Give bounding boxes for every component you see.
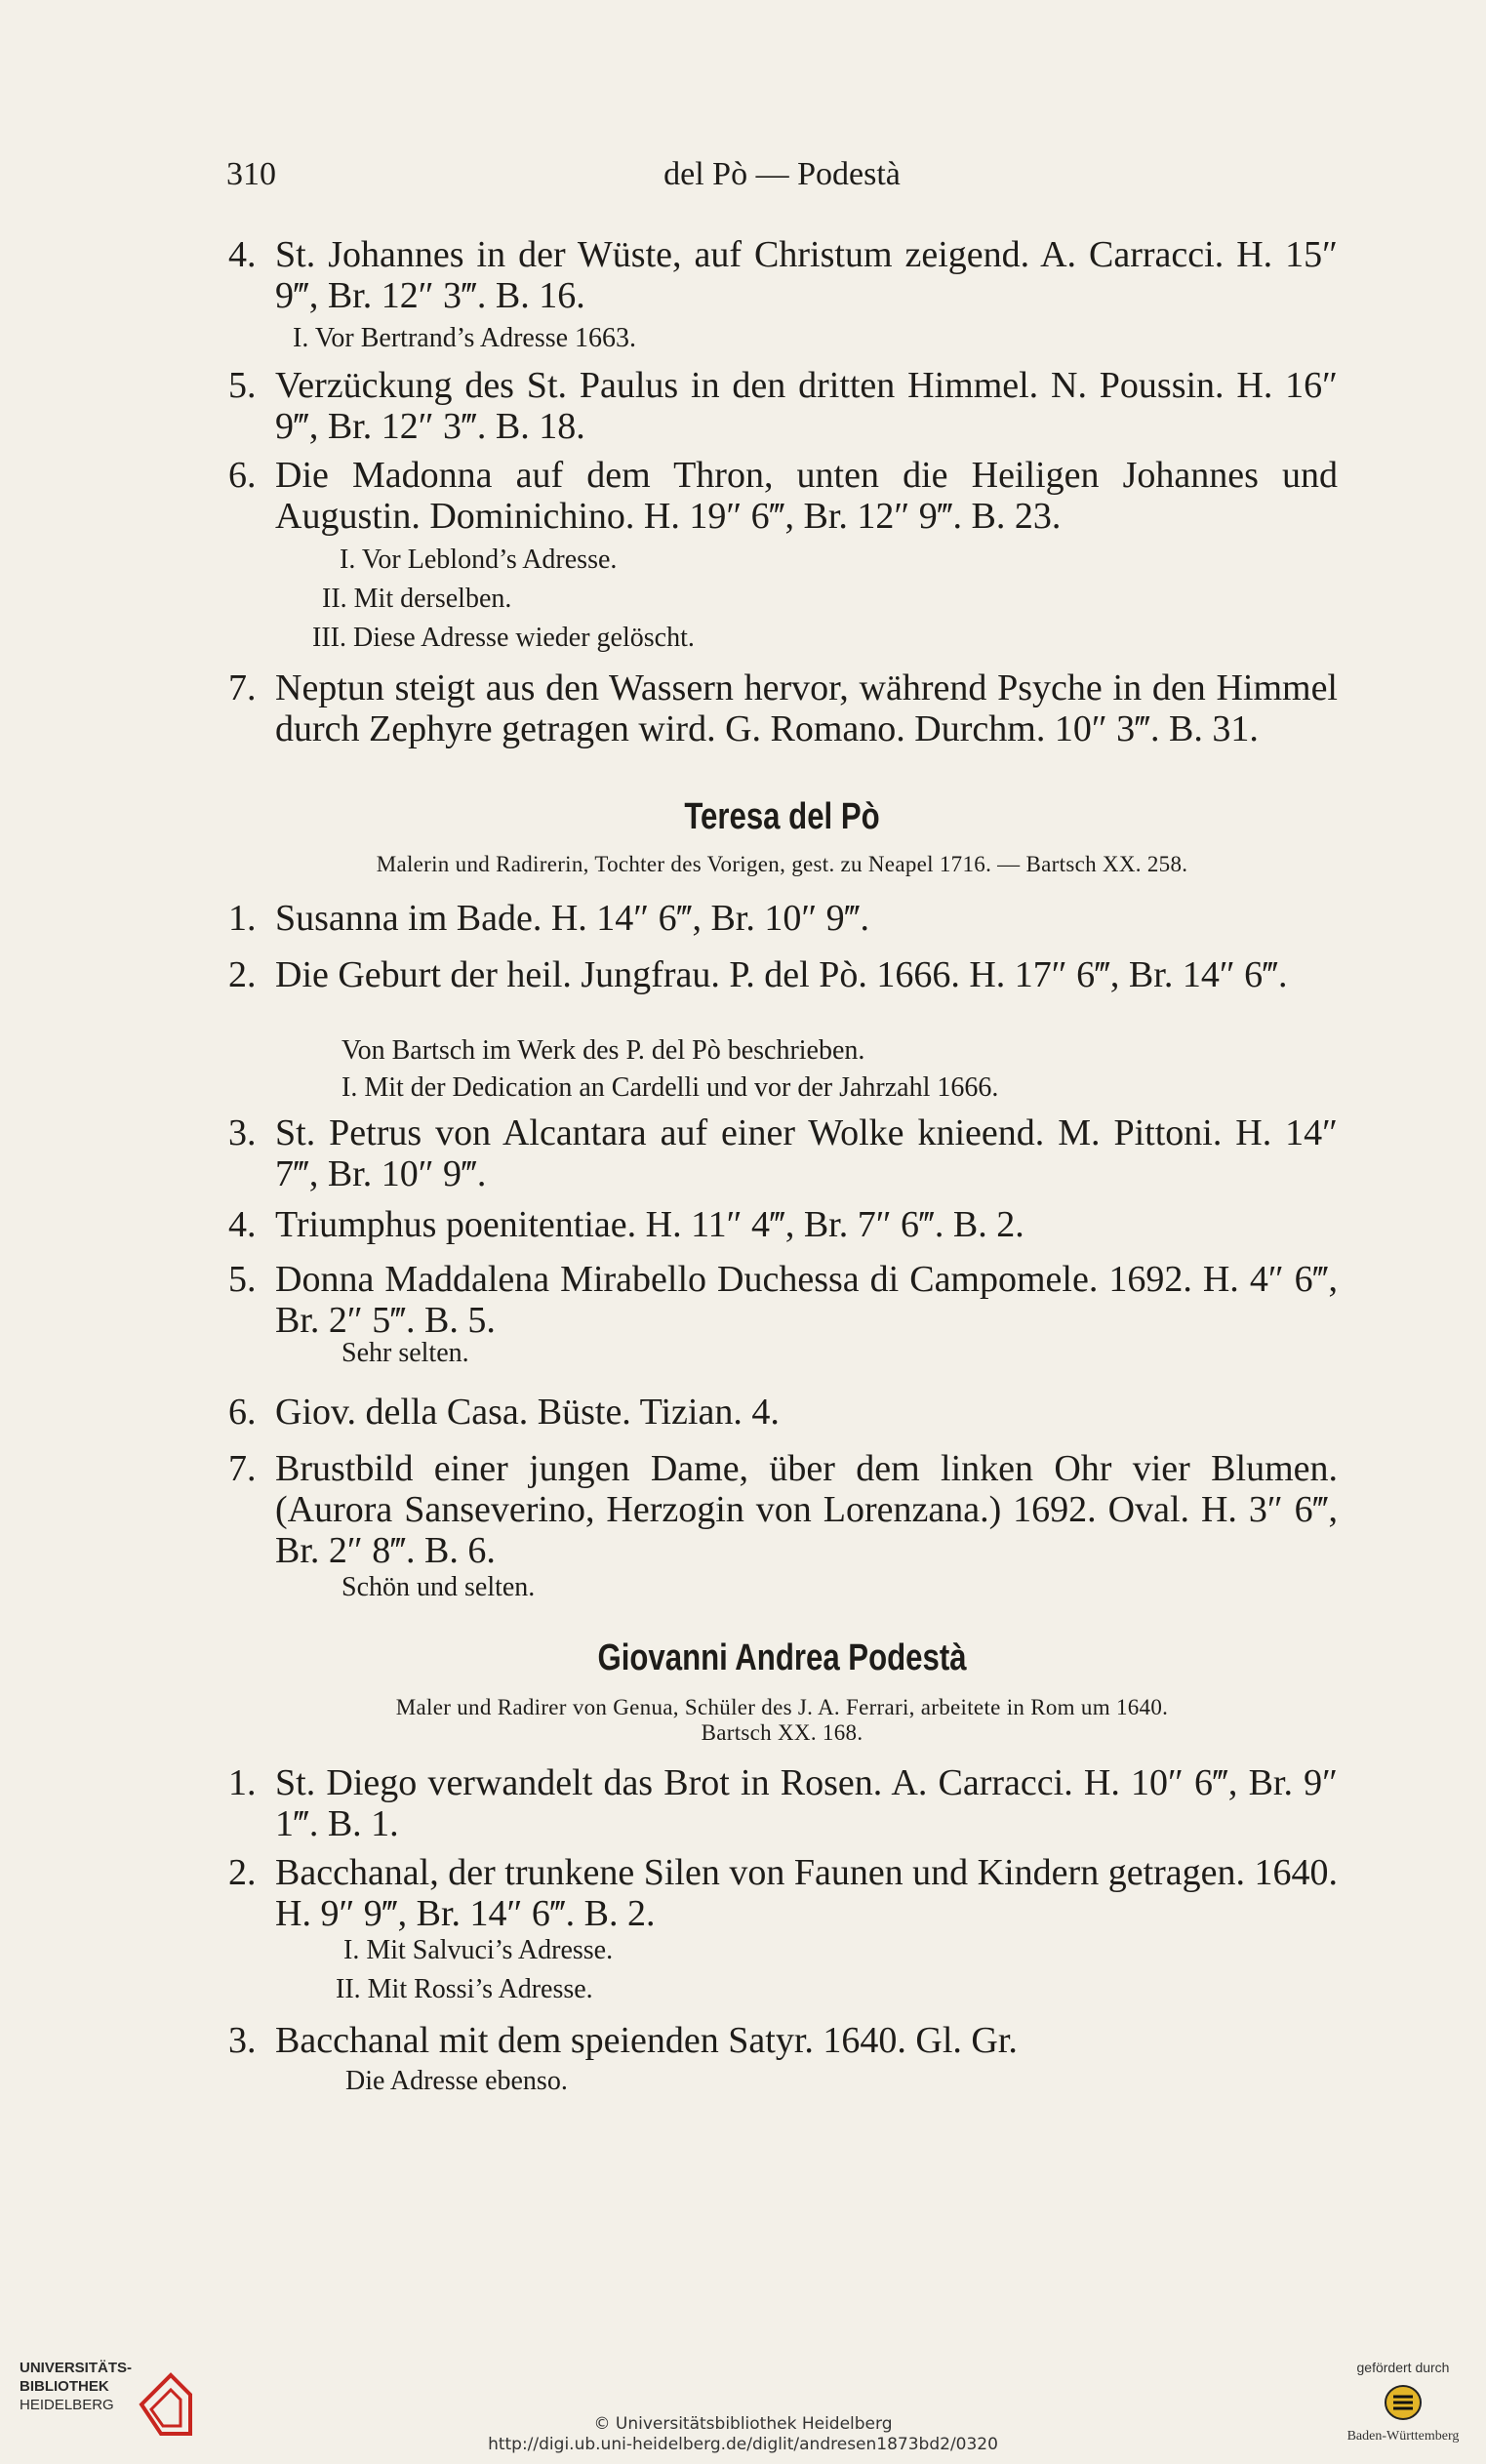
catalog-entry: 6. Die Madonna auf dem Thron, unten die Heiligen Johannes und Augustin. Dominichino. H. 19″ 6‴, Br. 12″ 9‴. B. 23. xyxy=(228,455,1338,537)
catalog-entry: 2. Die Geburt der heil. Jungfrau. P. del Pò. 1666. H. 17″ 6‴, Br. 14″ 6‴. xyxy=(228,954,1288,995)
section-title: Teresa del Pò xyxy=(684,796,880,837)
entry-note: II. Mit derselben. xyxy=(322,584,512,614)
page-number: 310 xyxy=(226,156,276,192)
catalog-entry: 7. Brustbild einer jungen Dame, über dem linken Ohr vier Blumen. (Aurora Sanseverino, Herzogin von Lorenzana.) 1692. Oval. H. 3″ 6‴, Br. 2″ 8‴. B. 6. xyxy=(228,1448,1338,1571)
catalog-entry: 7. Neptun steigt aus den Wassern hervor, während Psyche in den Himmel durch Zephyre getragen wird. G. Romano. Durchm. 10″ 3‴. B. 31. xyxy=(228,667,1338,749)
entry-note: I. Vor Bertrand’s Adresse 1663. xyxy=(293,323,637,353)
catalog-entry: 2. Bacchanal, der trunkene Silen von Faunen und Kindern getragen. 1640. H. 9″ 9‴, Br. 14″ 6‴. B. 2. xyxy=(228,1852,1339,1934)
section-subtitle: Maler und Radirer von Genua, Schüler des J. A. Ferrari, arbeitete in Rom um 1640. xyxy=(395,1695,1169,1719)
catalog-entry: 1. St. Diego verwandelt das Brot in Rosen. A. Carracci. H. 10″ 6‴, Br. 9″ 1‴. B. 1. xyxy=(228,1762,1338,1844)
catalog-entry: 3. Bacchanal mit dem speienden Satyr. 1640. Gl. Gr. xyxy=(228,2020,1018,2061)
entry-note: I. Vor Leblond’s Adresse. xyxy=(340,545,618,575)
entry-note: Sehr selten. xyxy=(341,1338,469,1368)
entry-note: III. Diese Adresse wieder gelöscht. xyxy=(312,623,695,653)
sponsor-label: gefördert durch xyxy=(1356,2360,1450,2375)
state-coat-of-arms-icon xyxy=(1382,2383,1425,2422)
section-subtitle: Malerin und Radirerin, Tochter des Vorigen, gest. zu Neapel 1716. — Bartsch XX. 258. xyxy=(376,852,1188,876)
copyright-block xyxy=(449,2414,1037,2455)
catalog-entry: 5. Verzückung des St. Paulus in den dritten Himmel. N. Poussin. H. 16″ 9‴, Br. 12″ 3‴. B. 18. xyxy=(228,365,1338,447)
entry-note: Schön und selten. xyxy=(341,1572,536,1602)
catalog-entry: 1. Susanna im Bade. H. 14″ 6‴, Br. 10″ 9‴. xyxy=(228,898,870,939)
running-title: del Pò — Podestà xyxy=(663,156,901,192)
sponsor-state: Baden-Württemberg xyxy=(1346,2429,1460,2444)
source-url-link[interactable]: http://digi.ub.uni-heidelberg.de/diglit/andresen1873bd2/0320 xyxy=(488,2435,998,2454)
sponsor-block xyxy=(1340,2360,1466,2444)
catalog-entry: 5. Donna Maddalena Mirabello Duchessa di Campomele. 1692. H. 4″ 6‴, Br. 2″ 5‴. B. 5. xyxy=(228,1259,1338,1341)
copyright-text: © Universitätsbibliothek Heidelberg xyxy=(593,2414,893,2434)
catalog-entry: 4. St. Johannes in der Wüste, auf Christum zeigend. A. Carracci. H. 15″ 9‴, Br. 12″ 3‴. B. 16. xyxy=(228,234,1338,316)
section-subtitle: Bartsch XX. 168. xyxy=(701,1720,863,1745)
library-logo: UNIVERSITÄTS- BIBLIOTHEK HEIDELBERG xyxy=(20,2360,133,2413)
catalog-entry: 6. Giov. della Casa. Büste. Tizian. 4. xyxy=(228,1392,780,1433)
entry-note: I. Mit Salvuci’s Adresse. xyxy=(343,1935,614,1965)
section-title: Giovanni Andrea Podestà xyxy=(597,1637,967,1678)
catalog-entry: 3. St. Petrus von Alcantara auf einer Wolke knieend. M. Pittoni. H. 14″ 7‴, Br. 10″ 9‴. xyxy=(228,1112,1338,1194)
catalog-entry: 4. Triumphus poenitentiae. H. 11″ 4‴, Br. 7″ 6‴. B. 2. xyxy=(228,1204,1024,1245)
entry-note: II. Mit Rossi’s Adresse. xyxy=(336,1974,593,2004)
library-emblem-icon xyxy=(132,2365,210,2444)
entry-note: I. Mit der Dedication an Cardelli und vor der Jahrzahl 1666. xyxy=(341,1072,999,1103)
page-header xyxy=(226,156,1338,205)
entry-note: Von Bartsch im Werk des P. del Pò beschrieben. xyxy=(341,1035,865,1066)
entry-note: Die Adresse ebenso. xyxy=(345,2066,568,2096)
